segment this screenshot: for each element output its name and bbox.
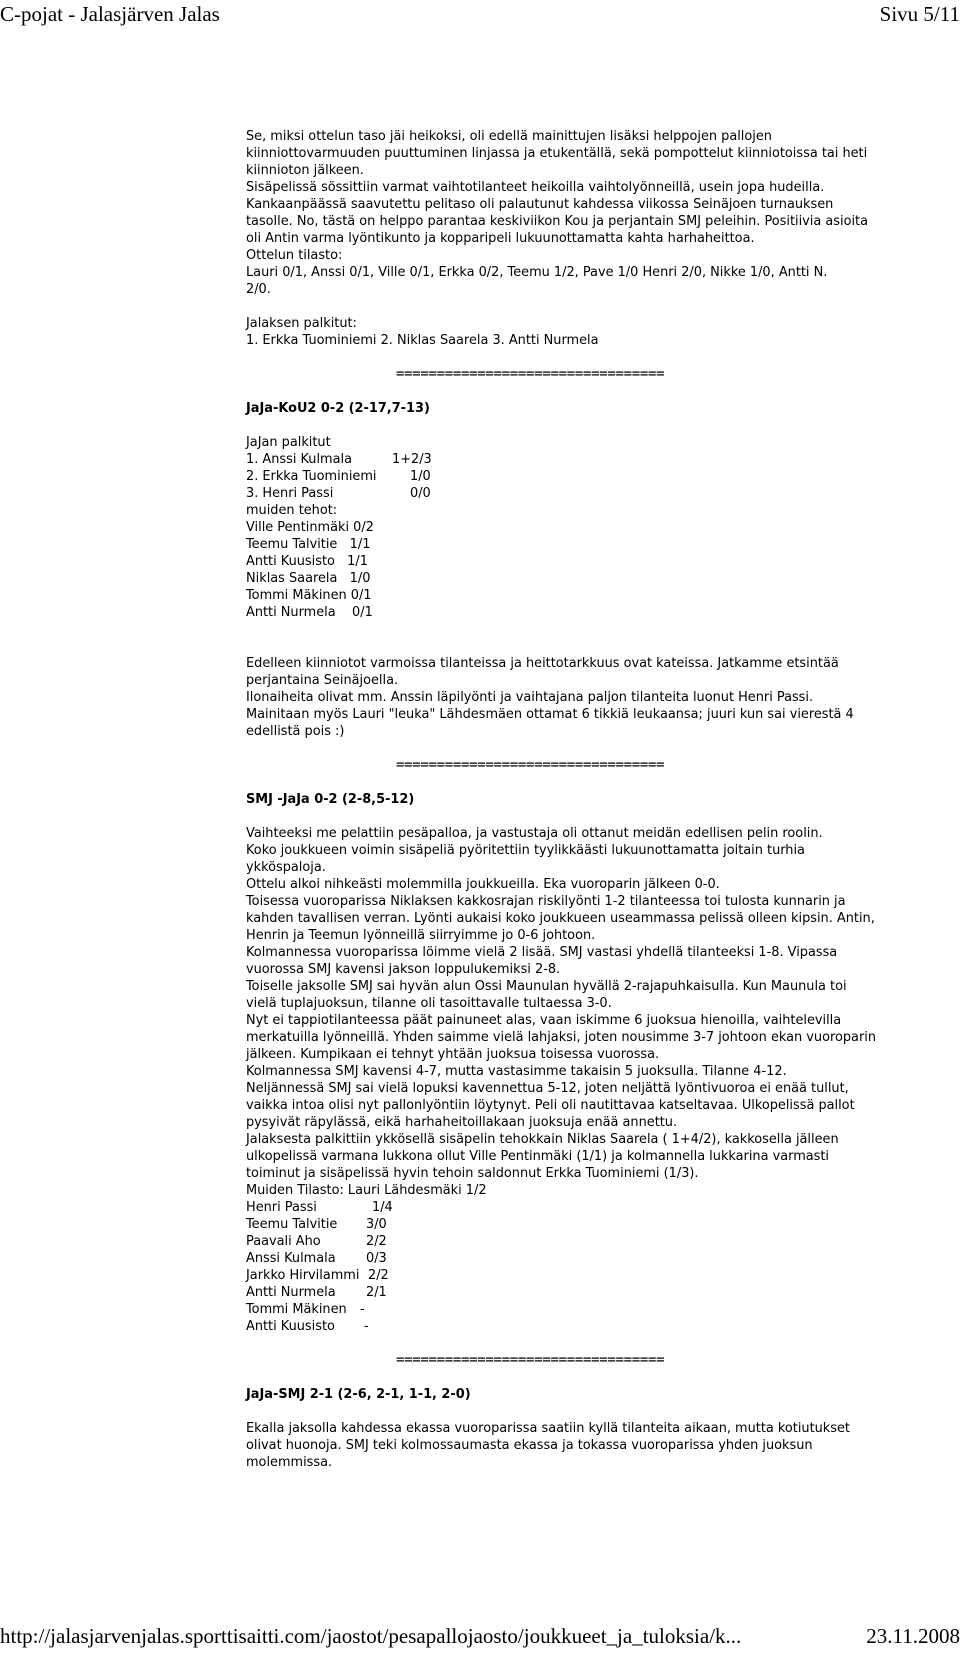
article-body	[246, 128, 936, 1471]
text-line: Ilonaiheita olivat mm. Anssin läpilyönti ja vaihtajana paljon tilanteita luonut Henri Passi.	[246, 690, 814, 705]
text-line: kahden tavallisen verran. Lyönti aukaisi koko joukkueen useammassa pelissä olleen kipsin. Antin,	[246, 911, 875, 926]
player-stat: 0/0	[410, 486, 431, 501]
text-line: Se, miksi ottelun taso jäi heikoksi, oli edellä mainittujen lisäksi helppojen pallojen	[246, 129, 772, 144]
text-line: olivat huonoja. SMJ teki kolmossaumasta ekassa ja tokassa vuoroparissa yhden juoksun	[246, 1438, 813, 1453]
game-heading: JaJa-KoU2 0-2 (2-17,7-13)	[246, 401, 430, 416]
player-stat: 0/3	[366, 1251, 387, 1266]
text-line: toiminut ja sisäpelissä hyvin tehoin saldonnut Erkka Tuominiemi (1/3).	[246, 1166, 699, 1181]
other-stats-title: muiden tehot:	[246, 503, 338, 518]
stat-row	[246, 1199, 936, 1216]
player-name: Paavali Aho	[246, 1234, 321, 1249]
awards-title: JaJan palkitut	[246, 435, 331, 450]
player-stat: 1+2/3	[392, 452, 432, 467]
award-row	[246, 451, 936, 468]
stat-row	[246, 1267, 936, 1284]
stat-line: Antti Kuusisto 1/1	[246, 554, 368, 569]
text-line: Lauri 0/1, Anssi 0/1, Ville 0/1, Erkka 0/2, Teemu 1/2, Pave 1/0 Henri 2/0, Nikke 1/0, Antti N.	[246, 265, 828, 280]
page-url: http://jalasjarvenjalas.sporttisaitti.com/jaostot/pesapallojaosto/joukkueet_ja_tuloksia/k...	[0, 1624, 742, 1648]
text-line: Kolmannessa SMJ kavensi 4-7, mutta vastasimme takaisin 5 juoksulla. Tilanne 4-12.	[246, 1064, 787, 1079]
text-line: ulkopelissä varmana lukkona ollut Ville Pentinmäki (1/1) ja kolmannella lukkarina varmasti	[246, 1149, 829, 1164]
text-line: Toisessa vuoroparissa Niklaksen kakkosrajan riskilyönti 1-2 tilanteessa toi tulosta kunnarin ja	[246, 894, 846, 909]
player-name: Jarkko Hirvilammi	[246, 1268, 360, 1283]
player-name: Tommi Mäkinen	[246, 1302, 347, 1317]
page-number: Sivu 5/11	[879, 2, 960, 26]
stat-line: Teemu Talvitie 1/1	[246, 537, 371, 552]
text-line: edellistä pois :)	[246, 724, 345, 739]
separator: =================================	[396, 757, 665, 773]
text-line: Koko joukkueen voimin sisäpeliä pyöritettiin tyylikkäästi lukuunottamatta joitain turhia	[246, 843, 805, 858]
text-line: vaikka intoa olisi nyt pallonlyöntiin löytynyt. Peli oli nautittavaa katseltavaa. Ulkopelissä pallot	[246, 1098, 855, 1113]
player-name: Antti Kuusisto	[246, 1319, 335, 1334]
player-name: Henri Passi	[246, 1200, 317, 1215]
stat-row	[246, 1233, 936, 1250]
stat-row	[246, 1250, 936, 1267]
text-line: Ekalla jaksolla kahdessa ekassa vuoroparissa saatiin kyllä tilanteita aikaan, mutta kotiutukset	[246, 1421, 850, 1436]
award-row	[246, 468, 936, 485]
text-line: Toiselle jaksolle SMJ sai hyvän alun Ossi Maunulan hyvällä 2-rajapuhkaisulla. Kun Maunula toi	[246, 979, 847, 994]
text-line: jälkeen. Kumpikaan ei tehnyt yhtään juoksua toisessa vuorossa.	[246, 1047, 660, 1062]
text-line: Nyt ei tappiotilanteessa päät painuneet alas, vaan iskimme 6 juoksua hienoilla, vaihtelevilla	[246, 1013, 842, 1028]
stat-line: Niklas Saarela 1/0	[246, 571, 371, 586]
text-line: merkatuilla lyönneillä. Yhden saimme vielä lahjaksi, joten nousimme 3-7 johtoon ekan vuoroparin	[246, 1030, 876, 1045]
stat-line: Ville Pentinmäki 0/2	[246, 520, 374, 535]
game-heading: JaJa-SMJ 2-1 (2-6, 2-1, 1-1, 2-0)	[246, 1387, 471, 1402]
text-line: molemmissa.	[246, 1455, 333, 1470]
text-line: Neljännessä SMJ sai vielä lopuksi kavennettua 5-12, joten neljättä lyöntivuoroa ei enää tullut,	[246, 1081, 849, 1096]
text-line: kiinniottovarmuuden puuttuminen linjassa ja etukentällä, sekä pompottelut kiinniotoissa tai heti	[246, 146, 868, 161]
text-line: Kolmannessa vuoroparissa löimme vielä 2 lisää. SMJ vastasi yhdellä tilanteeksi 1-8. Vipassa	[246, 945, 838, 960]
separator: =================================	[396, 366, 665, 382]
text-line: Sisäpelissä sössittiin varmat vaihtotilanteet heikoilla vaihtolyönneillä, usein jopa hudeilla.	[246, 180, 825, 195]
stats-title: Ottelun tilasto:	[246, 248, 343, 263]
text-line: vielä tuplajuoksun, tilanne oli tasoittavalle tultaessa 3-0.	[246, 996, 612, 1011]
player-stat: -	[364, 1319, 369, 1334]
text-line: ykköspaloja.	[246, 860, 326, 875]
stat-row	[246, 1301, 936, 1318]
text-line: pysyivät räpylässä, eikä harhaheitoillakaan juoksuja enää annettu.	[246, 1115, 678, 1130]
game-heading: SMJ -JaJa 0-2 (2-8,5-12)	[246, 792, 415, 807]
awards-list: 1. Erkka Tuominiemi 2. Niklas Saarela 3. Antti Nurmela	[246, 333, 599, 348]
text-line: Henrin ja Teemun lyönneillä siirryimme jo 0-6 johtoon.	[246, 928, 596, 943]
text-line: Kankaanpäässä saavutettu pelitaso oli palautunut kahdessa viikossa Seinäjoen turnauksen	[246, 197, 834, 212]
text-line: 2/0.	[246, 282, 271, 297]
award-row	[246, 485, 936, 502]
player-name: Antti Nurmela	[246, 1285, 336, 1300]
awards-title: Jalaksen palkitut:	[246, 316, 357, 331]
text-line: oli Antin varma lyöntikunto ja kopparipeli lukuunottamatta kahta harhaheittoa.	[246, 231, 755, 246]
stat-row	[246, 1216, 936, 1233]
player-name: 2. Erkka Tuominiemi	[246, 469, 377, 484]
stat-row	[246, 1284, 936, 1301]
text-line: kiinnioton jälkeen.	[246, 163, 364, 178]
player-name: Anssi Kulmala	[246, 1251, 336, 1266]
stat-row	[246, 1318, 936, 1335]
player-stat: 3/0	[366, 1217, 387, 1232]
text-line: Jalaksesta palkittiin ykkösellä sisäpelin tehokkain Niklas Saarela ( 1+4/2), kakkosella jälleen	[246, 1132, 839, 1147]
separator: =================================	[396, 1352, 665, 1368]
text-line: Ottelu alkoi nihkeästi molemmilla joukkueilla. Eka vuoroparin jälkeen 0-0.	[246, 877, 720, 892]
print-date: 23.11.2008	[866, 1624, 960, 1648]
text-line: Muiden Tilasto: Lauri Lähdesmäki 1/2	[246, 1183, 487, 1198]
stat-line: Tommi Mäkinen 0/1	[246, 588, 372, 603]
player-name: 1. Anssi Kulmala	[246, 452, 352, 467]
document-title: C-pojat - Jalasjärven Jalas	[0, 2, 220, 26]
text-line: Vaihteeksi me pelattiin pesäpalloa, ja vastustaja oli ottanut meidän edellisen pelin roolin.	[246, 826, 823, 841]
player-stat: 1/4	[372, 1200, 393, 1215]
text-line: perjantaina Seinäjoella.	[246, 673, 399, 688]
player-stat: 2/2	[366, 1234, 387, 1249]
stat-line: Antti Nurmela 0/1	[246, 605, 373, 620]
player-stat: 2/1	[366, 1285, 387, 1300]
player-stat: 1/0	[410, 469, 431, 484]
text-line: Mainitaan myös Lauri "leuka" Lähdesmäen ottamat 6 tikkiä leukaansa; juuri kun sai vierestä 4	[246, 707, 854, 722]
player-name: Teemu Talvitie	[246, 1217, 338, 1232]
intro-section	[246, 128, 936, 298]
text-line: tasolle. No, tästä on helppo parantaa keskiviikon Kou ja perjantain SMJ peleihin. Positiivia asioita	[246, 214, 869, 229]
player-stat: 2/2	[368, 1268, 389, 1283]
text-line: vuorossa SMJ kavensi jakson loppulukemiksi 2-8.	[246, 962, 561, 977]
player-name: 3. Henri Passi	[246, 486, 334, 501]
text-line: Edelleen kiinniotot varmoissa tilanteissa ja heittotarkkuus ovat kateissa. Jatkamme etsintää	[246, 656, 839, 671]
player-stat: -	[360, 1302, 365, 1317]
